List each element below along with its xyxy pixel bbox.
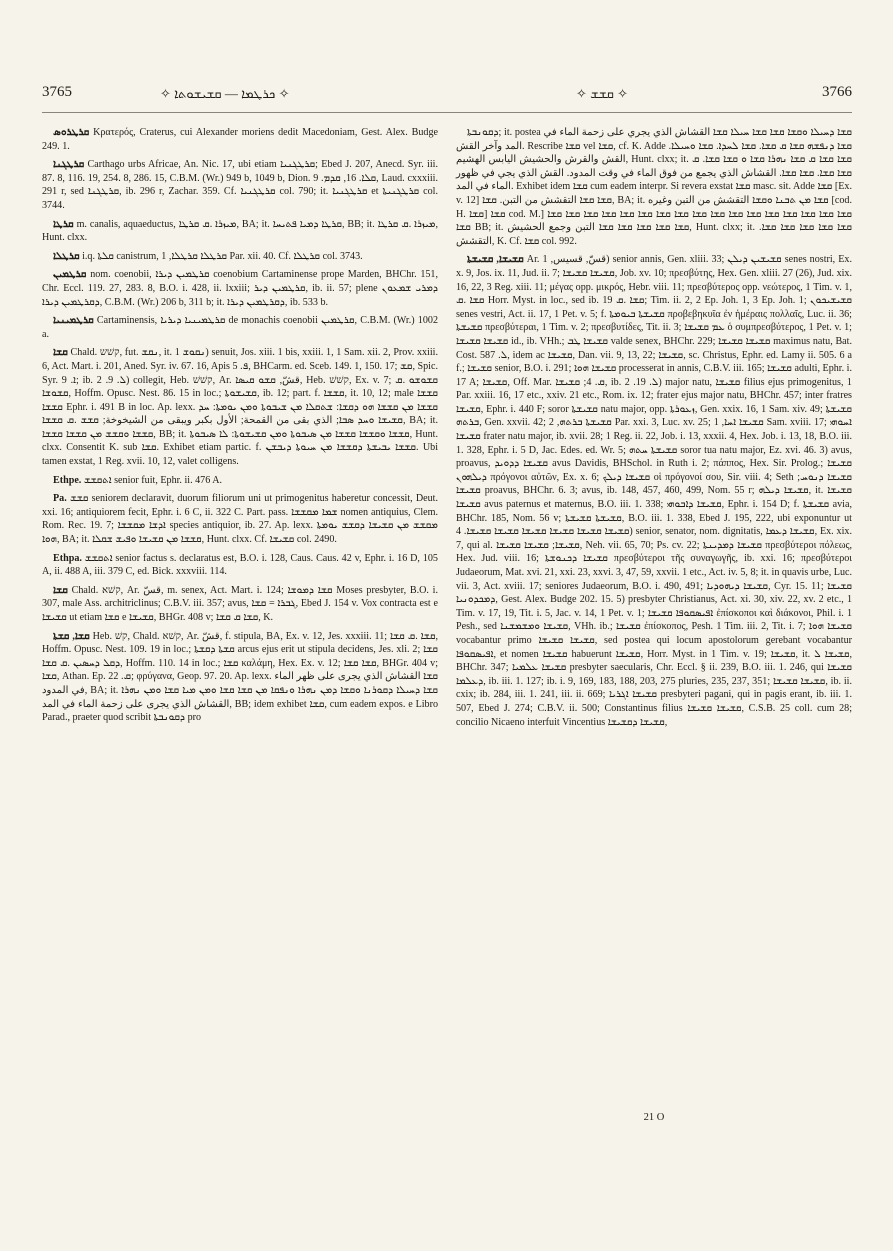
dictionary-entry: [42, 250, 438, 264]
entry-text: Carthago urbs Africae, An. Nic. 17, ubi etiam ܩܪܛܓܢܝܐ; Ebed J. 207, Anecd. Syr. iii. 87. 8, 116. 19, 254. 8, 286. 15, C.B.M. (Wr.) 949 b, 1049 b, Dion. ܩܠܐ. 16, ܩܕܡ. 9, Laud. cxxxiii. 291 r, sed ܩܪܛܓܢܐ, ib. 296 r, Zachar. 359. Cf. ܩܪܛܓܢܝܐ col. 790; it. ܩܪܛܓܢܝܐ et ܩܪܛܓܢܝܬܐ col. 3744.: [42, 159, 439, 211]
entry-headword: ܩܪܛܓܢܐ: [53, 159, 85, 171]
entry-headword: ܩܫܝܫܐ, ܩܫܝܫܬܐ: [467, 254, 524, 266]
dictionary-entry: [456, 253, 852, 729]
entry-headword: Pa.: [53, 493, 67, 505]
dictionary-entry: [42, 552, 438, 579]
entry-text: m. canalis, aquaeductus, ܡܝܙܪܐ .ܩ ܩܪܛܐ, BA; it. ܩܪܛܐ ܕܡܝܐ ܦܬܝܚܐ, BB; it. ܡܝܙܪܐ .ܩ ܩܪܛܐ, Hunt. clxx.: [42, 218, 438, 244]
entry-text: nom. coenobii, ܩܪܛܡܝܢ ܕܝܪܐ coenobium Cartaminense prope Marden, BHChr. 151, Chr. Eccl. 119. 27, 283. 8, B.O. i. 428, ii. lxxiii; ܩܪܛܡܝܢ ܕܝܪ, ib. ii. 57; plene ܕܡܪܝ ܫܡܥܘܢ ܕܩܪܛܡܝܢ ܕܝܪܐ, C.B.M. (Wr.) 206 b, 311 b; it. ܕܩܪܛܡܝܢ ܕܝܪܐ, ib. 533 b.: [42, 269, 439, 308]
entry-headword: ܩܪܛܡܝܢ: [53, 269, 87, 281]
dictionary-entry: [42, 268, 438, 309]
entry-text: Ar. قسّ, قسيس, 1) senior annis, Gen. xliii. 33; ܩܫܝܫܝܢ ܕܝܠܢ senes nostri, Ex. x. 9, Jos. ix. 11, Jud. ii. 7; ܩܫܝܫܐ ܩܫܝܫܐ, Job. xv. 10; πρεσβύτης, Hex. Gen. xliii. 27 (26), Jud. xix. 16, 22, 3 Reg. xiii. 11; μέγας opp. μικρός, Hebr. viii. 11; πρεσβύτερος opp. νεώτερος, 1 Tim. v. 1, ܩܫܐ .ܩ Horr. Myst. in loc., sed ib. 19 ܩܫܐ .ܩ; Tim. ii. 2, 2 Ep. Joh. 1, 3 Ep. Joh. 1; ܩܫܝܫܝܟܘܢ senes vestri, Act. ii. 17, 1 Pet. v. 5; f. ܩܫܝܫܬܐ ܒܝܘܡܬܐ προβεβηκυῖα ἐν ἡμέραις πολλαῖς, Luc. ii. 36; ܩܫܝܫܬܐ πρεσβύτεραι, 1 Tim. v. 2; πρεσβυτίδες, Tit. ii. 3; ܥܡ ܩܫܝܫܐ ὁ συμπρεσβύτερος, 1 Pet. v. 1; ܩܫܝܫܐ ܩܫܝܫܐ id., ib. VHh.; ܩܫܝܫܐ ܛܒ valde senex, BHChr. 229; ܩܫܝܫܐ ܩܫܝܫܐ maximus natu, Bat. Cost. ܠ. 587, idem ac ܩܫܝܫܐ, Dan. vii. 9, 13, 22; ܩܫܝܫܐ, sc. Christus, Ephr. ed. Lamy ii. 505. 6 a f.; ܩܫܝܫܐ senior, B.O. i. 291; ܩܫܝܫܐ ܗܘܐ processerat in annis, C.B.V. iii. 165; ܩܫܝܫܐ adulti, Ephr. i. 17 A; ܩܫܝܫܐ, Off. Mar. ܩ. 4; ܩܫܝܫܐ, ib. ܠ. 19. 2) major natu, ܩܫܝܫܐ filius ejus primogenitus, 1 Par. xxiii. 16, 17 etc., xxiv. 21 etc., Rom. ix. 12; frater ejus major natu, BHChr. 457; inter fratres ܩܫܝܫܐ, Ephr. i. 440 F; soror ܩܫܝܫܬܐ natu major, opp. ܙܥܘܪܬܐ, Gen. xxix. 16, 1 Sam. xiv. 49; ܩܫܝܫܬܐ ܒܪܬܗ, Gen. xxvii. 42; ܩܫܝܫܬܐ ܒܪܬܗ, 2 Par. xxi. 3, Luc. xv. 25; ܩܫܝܫܐ ܐܚܐ, 1 Sam. xviii. 17; ܐܚܘܗܝ ܩܫܝܫܐ frater natu major, ib. xvii. 28; 1 Reg. ii. 22, Job. i. 13, xxxii. 4, Hex. Job. i. 13, 18, B.O. iii. 1. 328, Ephr. i. 5 D, Jac. Edes. ed. Wr. 5; ܩܫܝܫܬܐ ܚܬܗ soror tua natu major, Ez. xvi. 46. 3) avus, proavus, ܩܫܝܫܐ ܕܕܘܝܕ avus Davidis, BHSchol. in Ruth i. 2; πάππος, Hex. Sir. Prolog.; ܩܫܝܫܐ ܕܝܠܗܘܢ πρόγονοι αὐτῶν, Ex. x. 6; ܩܫܝܫܐ ܕܝܠܟ οἱ πρόγονοί σου, Sir. viii. 4; Seth ܩܫܝܫܐ ܕܢܘܚ; ܩܫܝܫܐ proavus, BHChr. 6. 3; avus, ib. 148, 457, 460, 499, Nom. 55 r; ܩܫܝܫܐ ܕܝܠܗ, it. ܩܫܝܫܐ ܩܫܝܫܐ avus paternus et maternus, B.O. iii. 1. 338; ܩܫܝܫܐ ܕܐܒܘܗܝ, Ephr. i. 154 D; f. ܩܫܝܫܬܐ avia, BHChr. 185, Nom. 56 v; ܩܫܝܫܬܐ ܩܫܝܫܬܐ, B.O. iii. 1. 338, Ebed J. 195, 222, ubi exponuntur ut ܩܫܝܫܐ ܩܫܝܫܐ ܩܫܝܫܐ ܩܫܝܫܐ ܩܫܝܫܐ ܩܫܝܫܐ. 4) senior, senator, nom. dignitatis, ܩܫܝܫܐ ܕܥܡܐ, Ex. xix. 7, qui al. ܩܫܝܫܐ; ܩܫܝܫܐ ܩܫܝܫܐ, Neh. vii. 65, 70; Ps. cv. 22; ܩܫܝܫܐ ܕܡܕܝܢܬܐ πρεσβύτεροι πόλεως, Hex. Jud. viii. 16; ܩܫܝܫܐ ܕܟܢܘܫܬܐ πρεσβύτεροι τῆς συναγωγῆς, ib. xxi. 16; πρεσβύτεροι Judaeorum, Mat. xvi. 21, xxi. 23, xxvi. 3, 47, 59, xxvii. 1 etc., Act. iv. 5, 8; it. in quavis urbe, Luc. vii. 3, Act. xviii. 17; seniores Judaeorum, B.O. i. 490, 491; ܩܫܝܫܐ ܕܝܗܘܕܝܐ, Cyr. 15. 11; ܩܫܝܫܐ ܕܡܟܕܘܢܝܐ, Gest. Alex. Budge 202. 15. 5) presbyter Christianus, Act. xi. 30, xiv. 22, xv. 2 etc., 1 Tim. v. 17, 19, Tit. i. 5, Jac. v. 14, 1 Pet. v. 1; ܐܦܝܣܩܘܦܐ ܩܫܝܫܐ ἐπίσκοποι καὶ διάκονοι, Phil. i. 1 Pesh., sed ܩܫܝܫܐ ܘܡܫܡܫܢܐ, VHh. ib.; ܩܫܝܫܐ ἐπίσκοπος, Pesh. 1 Tim. iii. 2, Tit. i. 7; ܩܫܝܫܐ ܗܘܐ vocabantur primo ܩܫܝܫܐ ܩܫܝܫܐ, sed postea qui locum apostolorum gerebant vocabantur ܐܦܝܣܩܘܦܐ, et nomen ܩܫܝܫܐ habuerunt ܩܫܝܫܐ, Horr. Myst. in 1 Tim. v. 19; ܩܫܝܫܐ, it. ܩܫܝܫܐ ܠ, BHChr. 347; ܩܫܝܫܐ ܥܠܡܝܐ presbyter saecularis, Chr. Eccl. § ii. 239, B.O. iii. 1. 246, qui ܩܫܝܫܐ ܕܥܠܡܐ, ib. iii. 1. 127; ib. i. 9, 169, 183, 188, 203, 275 pluries, 235, 237, 351; ܩܫܝܫܐ ܩܫܝܫܐ, ib. ii. cxix; ib. 284, iii. 1. 241, iii. ii. 669; ܩܫܝܫܐ ܐܓܪܝܐ presbyteri pagani, qui in pagis erant, ib. iii. 1. 507, Ebed J. 274; C.B.V. ii. 500; Constantinus filius ܩܫܝܫܐ ܩܫܝܫܐ, C.S.B. 25 coll. cum 28; concilio Nicaeno interfuit Vincentius ܩܫܝܫܐ ܕܩܫܝܫܐ,: [456, 254, 853, 728]
left-running-head: ✧ ܟܪܛܡܐ — ܩܫܝܫܘܬܐ ✧: [160, 86, 290, 101]
entry-headword: ܩܪܛܠܐ: [53, 250, 80, 262]
entry-headword: ܩܪܛܐ: [53, 218, 74, 230]
right-running-head: ✧ ܩܫܫ ✧: [576, 86, 629, 101]
right-column: [456, 126, 852, 734]
dictionary-entry: [42, 126, 438, 153]
dictionary-entry: [42, 584, 438, 625]
left-page-number: 3765: [42, 84, 72, 100]
entry-text: ܐܬܩܫܫ senior fuit, Ephr. ii. 476 A.: [83, 474, 223, 486]
entry-headword: ܩܫܐ, ܩܫܬܐ: [53, 630, 90, 642]
entry-text: ܐܬܩܫܫ senior factus s. declaratus est, B.O. i. 128, Caus. Caus. 42 v, Ephr. i. 16 D, 105 A, ii. 488 A, iii. 379 C, ed. Bick. xxxviii. 114.: [42, 552, 438, 578]
entry-text: ܩܫܫ seniorem declaravit, duorum filiorum uni ut primogenitus haberetur concessit, Deut. xxi. 16; antiquiorem fecit, Ephr. i. 6 C, ii. 322 C. Part. pass. ܫܡܐ ܡܩܫܫܐ nomen antiquius, Clem. Rom. Rec. 19. 7; ܐܕܫܐ ܡܩܫܫܐ species antiquior, ib. 27. Ap. lexx. ܡܩܫܫ ܡܢ ܩܫܝܫܐ ܕܩܫܫ ܝܘܡܬܐ ܗܘܐ, BA; it. ܩܫܫܐ ܡܢ ܩܫܝܫܐ ܘܦܝܫ ܫܩܠܐ, Hunt. clxx. Cf. ܩܫܝܫܐ col. 2490.: [42, 493, 439, 546]
entry-text: ܕܩܘܢܒܬܐ; it. postea ܩܫܐ ܕܚܝܠܐ ܘܩܫܐ ܩܫܐ ܩܫܐ ܚܝܠܐ ܩܫܐ القشاش الذي يجري على زحمة الماء في المد وآخر القش. Rescribe ܩܫܐ vel ܩܫܐ, cf. K. Adde ܩܫܐ ܕܢܦܫܗ ܩܫܐ ܩ ܩܫܐ. ܩܫܐ ܠܚܕܐ. ܩܫܐ ܘܚܝܠܐ. القش والقرش والحشيش اليابس الهشيم, Hunt. clxx; it. ܩܫܐ ܩܫܐ ܩ ܩܫܐ ܢܗܪܐ ܩܫܐ ܘ ܩܫܐ ܩܫܐ. ܩ ܩܫܐ ܩܫܐ. ܩܫܐ ܩܫܐ. القشاش الذي يجمع من فوق الماء في وقت المدود. القش الذي يجي في ظهور الماء في المد. Exhibet idem ܩܫܐ cum eadem interpr. Si revera exstat ܩܫܐ masc. sit. Adde ܩܫܐ [Ex. v. 12] ܩܫܐ ܩܫܐ التقشش من التبن. ܩܫܐ, BA; it. ܩܫܐ ܡܢ ܬܒܢܐ ܘܩܫܐ التقشش من التبن وغيره [cod. H. ܩܫܐ] ܩܫܐ cod. M.] ܩܫܐ ܩܫܐ ܩܫܐ ܩܫܐ ܩܫܐ ܩܫܐ ܩܫܐ ܩܫܐ ܩܫܐ ܩܫܐ ܩܫܐ ܩܫܐ ܩܫܐ ܩܫܐ ܩܫܐ ܩܫܐ ܩܫܐ ܩܫܐ BB; it. ܩܫܐ ܩܫܐ ܩܫܐ ܩܫܐ ܩܫܐ التبن وجمع الحشيش, Hunt. clxx; it. ܩܫܐ ܩܫܐ ܩܫܐ ܩܫܐ ܩܫܐ. التقشش, K. Cf. ܩܫܐ col. 992.: [456, 127, 853, 247]
entry-headword: ܩܫܐ: [53, 347, 68, 359]
entry-headword: ܩܪܛܡܝܢܝܐ: [53, 315, 94, 327]
right-page-number: 3766: [822, 84, 852, 100]
entry-text: i.q. ܩܠܬܐ canistrum, ܩܪܛܠܐ ܩܪܛܠܐ, 1 Par. xii. 40. Cf. ܩܪܛܠܐ col. 3743.: [82, 250, 363, 262]
entry-headword: Ethpa.: [53, 552, 82, 564]
dictionary-entry: [42, 492, 438, 546]
left-column: [42, 126, 438, 730]
entry-text: Chald. קשׁש, fut. ܢܩܫ, it. ܢܩܘܫ 1) senuit, Jos. xiii. 1 bis, xxiii. 1, 1 Sam. xii. 2, Prov. xxiii. 6, Act. Mart. i. 201, Aned. Syr. iv. 67. 16, Apis ܦ. 5, BHCarm. ed. Sceb. 149. 1, 150. 17; ܩܫ, Spic. Syr. ܐ. 9; ib. ܠ. 9. 2) collegit, Heb. קשׁשׁ, Ar. قشّ, ܩܫܘ ܩܝܣܐ, Heb. קשׁשׁ, Ex. v. 7; ܩܫܘܫܘ .ܩ ܩܫܘܫܐ, Hoffm. Opusc. Nest. 86. 15 in loc.; ܩܫܝܫܘܬܐ, ib. 12; part. f. ܩܫܫܐ, it. 10, 12; male ܩܫܫܐ ܩܫܫܐ Ephr. i. 491 B in loc. Ap. lexx. ܩܫܫܐ ܡܢ ܩܫܫܐ ܗܘ ܕܩܫܐ: ܫܬܩܠܐ ܡܢ ܫܝܒܘܬܐ ܘܡܢ ܝܘܡܬܐ: ܚܕ ܩܫܝܫܐ ܘܚܕ ܣܒܐ; الذي بقى من القمحة; الأول بكبر ويبقى من الشيخوخة; ܩܫܫ .ܩ ܩܫܫܐ, BA; it. ܩܫܫܐ ܘܩܫܫ ܡܢ ܩܫܫܐ ܩܫܫܐ, BB; it. ܩܫܫܐ ܘܩܫܫܐ ܩܫܫܐ ܡܢ ܣܝܒܘܬܐ ܘܡܢ ܩܫܝܫܘܬܐ: ܠܐ ܣܝܒܘܬܐ, Hunt. clxx. Consentit K. sub ܩܫܐ. Exhibet etiam partic. f. ܩܫܫܐ ܝܒܝܫܬܐ ܕܩܫܫܐ ܡܢ ܚܝܘܬܐ ܕܝܒܫܢ. Ubi tamen exstat, 1 Reg. xvii. 10, 12, valet colligens.: [42, 347, 439, 468]
entry-text: Heb. קשׁ, Chald. קשׁא, Ar. قشّ, f. stipula, BA, Ex. v. 12, Jes. xxxiii. 11; ܩܫܐ .ܩ ܩܫܐ, Hoffm. Opusc. Nest. 109. 19 in loc.; ܩܫܬܐ ܕܩܫܬܐ arcus ejus erit ut stipula decidens, Jes. xli. 2; ܩܫܐ ܕܩܠ ܕܚܣܝܢ .ܩ ܩܫܐ, Hoffm. 110. 14 in loc.; ܩܫܐ καλάμη, Hex. Ex. v. 12; ܩܫܐ ܩܫܐ, BHGr. 404 v; ܩܫܐ, Athan. Ep. ܩ. 22; φρύγανα, Geop. 97. 20. Ap. lexx. ܩܫܐ القشاش الذي يجرى على ظهر الماء في المدود, BA; it. ܩܫܐ ܕܚܝܠܐ ܕܩܘܪܢܐ ܘܩܫܐ ܕܡܢ ܢܗܪܐ ܘܢܦܩܐ ܡܢ ܩܫܐ ܩܫܐ ܘܡܢ ܡܝܐ ܩܫܐ ܘܡܢ ܢܗܪܐ القشاش الذي يجرى على زحمة الماء في المد, BB; idem exhibet ܩܫܐ, cum eadem expos. e Libro Parad., praeter quod scribit ܕܩܘܢܒܬܐ pro: [42, 630, 439, 724]
entry-text: Cartaminensis, ܩܪܛܡܝܢܝܐ ܕܝܪܝܐ de monachis coenobii ܩܪܛܡܝܢ, C.B.M. (Wr.) 1002 a.: [42, 315, 438, 340]
dictionary-entry: [456, 126, 852, 248]
dictionary-entry: [42, 474, 438, 488]
entry-headword: ܩܪܛܪܘܣ: [53, 127, 90, 138]
entry-text: Κρατερός, Craterus, cui Alexander moriens dedit Macedoniam, Gest. Alex. Budge 249. 1.: [42, 127, 438, 152]
dictionary-entry: [42, 630, 438, 725]
entry-headword: Ethpe.: [53, 474, 82, 486]
dictionary-entry: [42, 218, 438, 245]
page-header: [42, 84, 852, 108]
dictionary-entry: [42, 346, 438, 468]
dictionary-entry: [42, 314, 438, 341]
dictionary-entry: [42, 158, 438, 212]
entry-headword: ܩܫܐ: [53, 584, 68, 596]
header-rule: [42, 112, 852, 113]
entry-text: Chald. קשׁא, Ar. قسّ, m. senex, Act. Mart. i. 124; ܩܫܐ ܕܡܘܫܐ Moses presbyter, B.O. i. 307, male Ass. architriclinus; C.B.V. iii. 357; avus, ܓܒܪܐ = ܩܫܐ, Ebed J. 154 v. Vox contracta est e ܩܫܝܫܐ ut etiam ܩܫܐ e ܩܫܝܫܐ, BHGr. 408 v; ܩܫܐ ܩ ܩܫܐ, K.: [42, 584, 438, 623]
signature-mark: 21 O: [643, 1112, 665, 1123]
